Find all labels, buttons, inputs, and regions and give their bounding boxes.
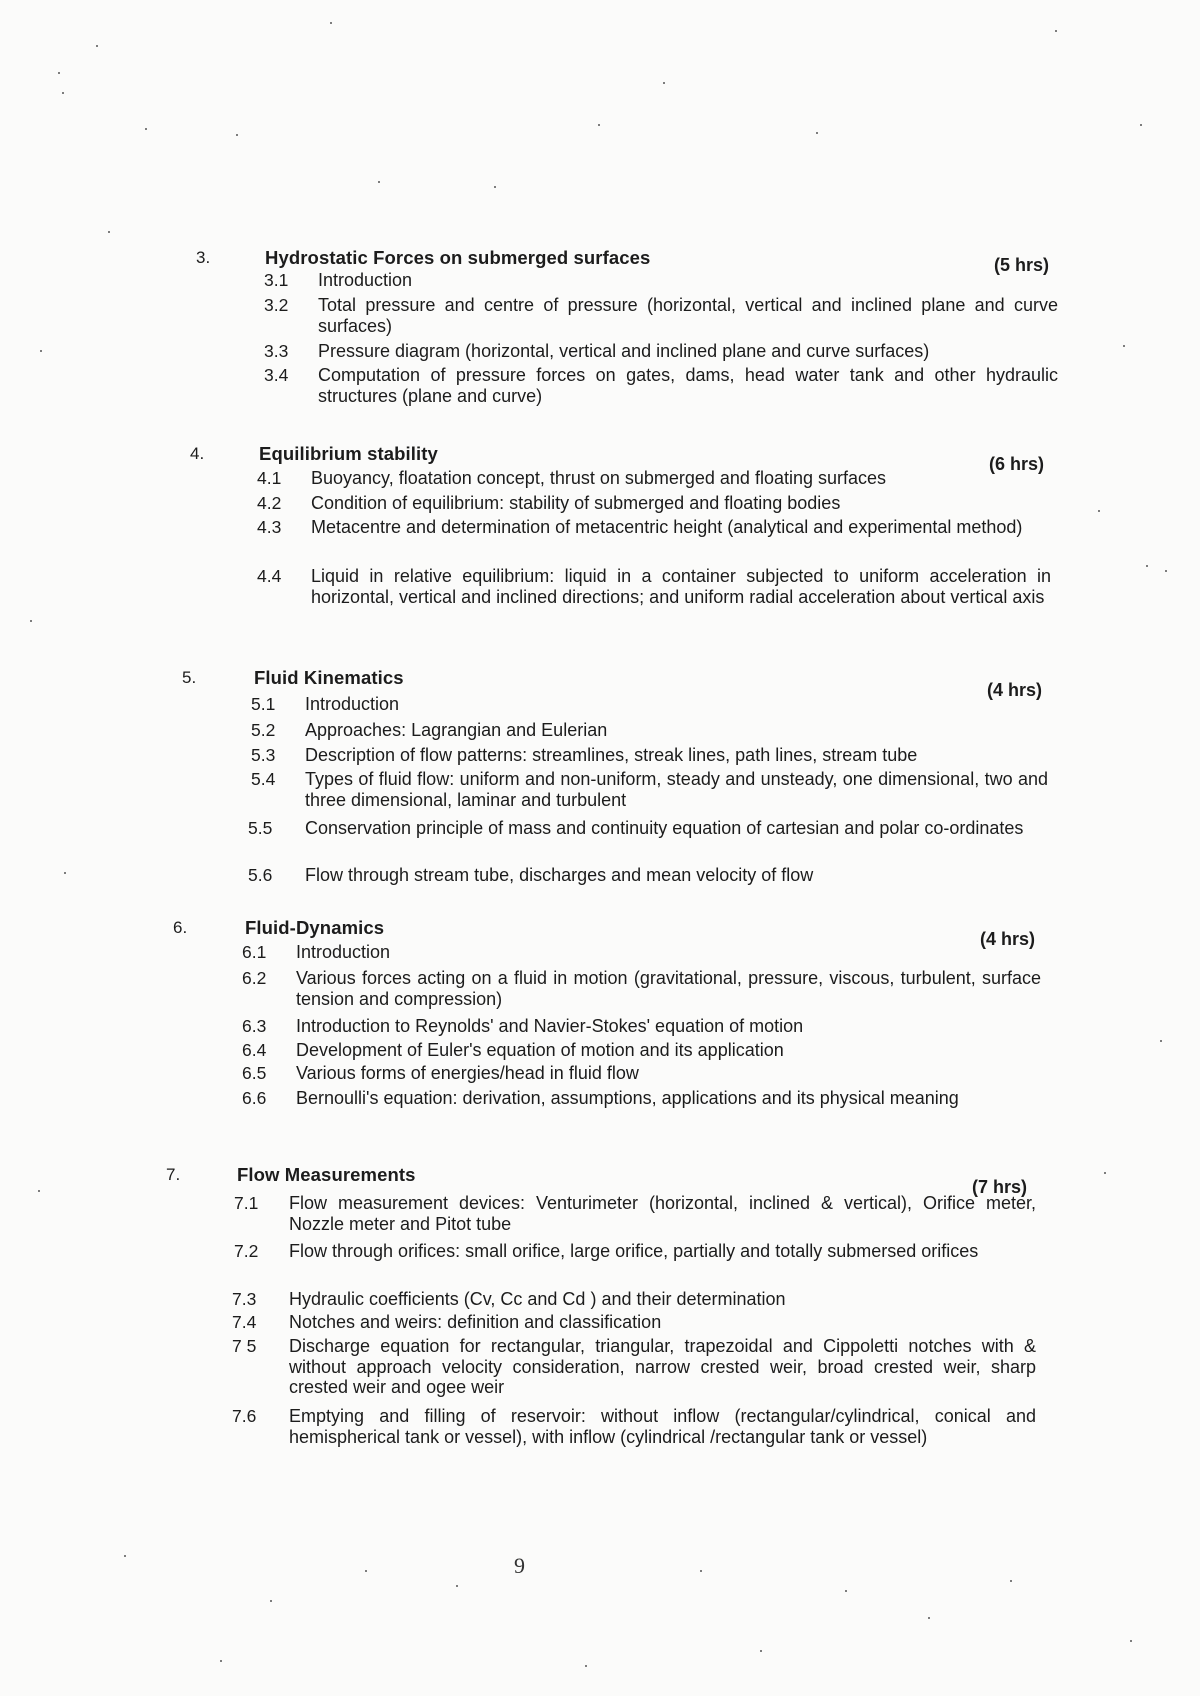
item-number: 3.3 bbox=[264, 341, 289, 361]
item-number: 5.3 bbox=[251, 745, 276, 765]
item-text: Various forces acting on a fluid in motion (gravitational, pressure, viscous, turbulent, surface tension and compression) bbox=[296, 968, 1041, 1009]
section-number: 4. bbox=[190, 444, 205, 463]
item-text: Introduction bbox=[305, 694, 400, 714]
item-number: 4.1 bbox=[257, 468, 282, 488]
item-number: 7.6 bbox=[232, 1406, 257, 1426]
item-number: 5.4 bbox=[251, 769, 276, 789]
item-text: Pressure diagram (horizontal, vertical and inclined plane and curve surfaces) bbox=[318, 341, 930, 361]
item-text: Notches and weirs: definition and classification bbox=[289, 1312, 662, 1332]
item-text: Metacentre and determination of metacentric height (analytical and experimental method) bbox=[311, 517, 1023, 537]
item-text: Total pressure and centre of pressure (horizontal, vertical and inclined plane and curve surfaces) bbox=[318, 295, 1058, 336]
section-7 bbox=[166, 1165, 1040, 1495]
item-number: 4.3 bbox=[257, 517, 282, 537]
item-number: 6.6 bbox=[242, 1088, 267, 1108]
item-text: Development of Euler's equation of motion and its application bbox=[296, 1040, 784, 1060]
section-hours: (4 hrs) bbox=[980, 929, 1036, 949]
item-number: 3.4 bbox=[264, 365, 289, 385]
item-number: 5.1 bbox=[251, 694, 276, 714]
item-number: 7 5 bbox=[232, 1336, 257, 1356]
item-number: 4.4 bbox=[257, 566, 282, 586]
item-text: Introduction bbox=[296, 942, 391, 962]
item-text: Introduction to Reynolds' and Navier-Stokes' equation of motion bbox=[296, 1016, 804, 1036]
item-number: 7.1 bbox=[234, 1193, 259, 1213]
item-number: 7.3 bbox=[232, 1289, 257, 1309]
item-number: 5.5 bbox=[248, 818, 273, 838]
item-text: Flow measurement devices: Venturimeter (horizontal, inclined & vertical), Orifice meter, Nozzle meter and Pitot tube bbox=[289, 1193, 1036, 1234]
item-number: 6.5 bbox=[242, 1063, 267, 1083]
section-title: Flow Measurements bbox=[237, 1164, 416, 1185]
item-text: Conservation principle of mass and continuity equation of cartesian and polar co-ordinates bbox=[305, 818, 1024, 838]
item-text: Flow through stream tube, discharges and mean velocity of flow bbox=[305, 865, 814, 885]
section-hours: (7 hrs) bbox=[972, 1177, 1028, 1197]
item-text: Bernoulli's equation: derivation, assumptions, applications and its physical meaning bbox=[296, 1088, 959, 1108]
item-text: Discharge equation for rectangular, triangular, trapezoidal and Cippoletti notches with & without approach velocity consideration, narrow crested weir, broad crested weir, sharp crested weir and ogee weir bbox=[289, 1336, 1036, 1397]
item-number: 3.2 bbox=[264, 295, 289, 315]
section-hours: (5 hrs) bbox=[994, 255, 1050, 275]
item-text: Description of flow patterns: streamlines, streak lines, path lines, stream tube bbox=[305, 745, 918, 765]
section-hours: (4 hrs) bbox=[987, 680, 1043, 700]
item-text: Buoyancy, floatation concept, thrust on submerged and floating surfaces bbox=[311, 468, 887, 488]
item-number: 6.3 bbox=[242, 1016, 267, 1036]
item-number: 6.1 bbox=[242, 942, 267, 962]
item-number: 7.2 bbox=[234, 1241, 259, 1261]
section-4 bbox=[190, 444, 1056, 644]
item-number: 7.4 bbox=[232, 1312, 257, 1332]
item-text: Emptying and filling of reservoir: without inflow (rectangular/cylindrical, conical and hemispherical tank or vessel), with inflow (cylindrical /rectangular tank or vessel) bbox=[289, 1406, 1036, 1447]
item-number: 6.4 bbox=[242, 1040, 267, 1060]
section-title: Equilibrium stability bbox=[259, 443, 438, 464]
item-text: Computation of pressure forces on gates, dams, head water tank and other hydraulic structures (plane and curve) bbox=[318, 365, 1058, 406]
section-title: Fluid-Dynamics bbox=[245, 917, 385, 938]
item-text: Flow through orifices: small orifice, large orifice, partially and totally submersed orifices bbox=[289, 1241, 979, 1261]
section-3 bbox=[196, 248, 1060, 428]
item-number: 5.6 bbox=[248, 865, 273, 885]
item-text: Liquid in relative equilibrium: liquid in a container subjected to uniform acceleration in horizontal, vertical and inclined directions; and uniform radial acceleration about vertical axis bbox=[311, 566, 1051, 607]
item-number: 3.1 bbox=[264, 270, 289, 290]
section-6 bbox=[173, 918, 1045, 1158]
section-title: Fluid Kinematics bbox=[254, 667, 404, 688]
item-text: Approaches: Lagrangian and Eulerian bbox=[305, 720, 608, 740]
section-number: 3. bbox=[196, 248, 211, 267]
page-number: 9 bbox=[514, 1553, 525, 1578]
item-number: 5.2 bbox=[251, 720, 276, 740]
item-text: Various forms of energies/head in fluid flow bbox=[296, 1063, 639, 1083]
section-number: 6. bbox=[173, 918, 188, 937]
section-title: Hydrostatic Forces on submerged surfaces bbox=[265, 247, 651, 268]
section-hours: (6 hrs) bbox=[989, 454, 1045, 474]
section-number: 5. bbox=[182, 668, 197, 687]
section-number: 7. bbox=[166, 1165, 181, 1184]
item-number: 6.2 bbox=[242, 968, 267, 988]
section-5 bbox=[182, 668, 1052, 908]
item-number: 4.2 bbox=[257, 493, 282, 513]
item-text: Hydraulic coefficients (Cv, Cc and Cd ) and their determination bbox=[289, 1289, 786, 1309]
item-text: Introduction bbox=[318, 270, 413, 290]
item-text: Condition of equilibrium: stability of submerged and floating bodies bbox=[311, 493, 841, 513]
item-text: Types of fluid flow: uniform and non-uniform, steady and unsteady, one dimensional, two and three dimensional, laminar and turbulent bbox=[305, 769, 1048, 810]
